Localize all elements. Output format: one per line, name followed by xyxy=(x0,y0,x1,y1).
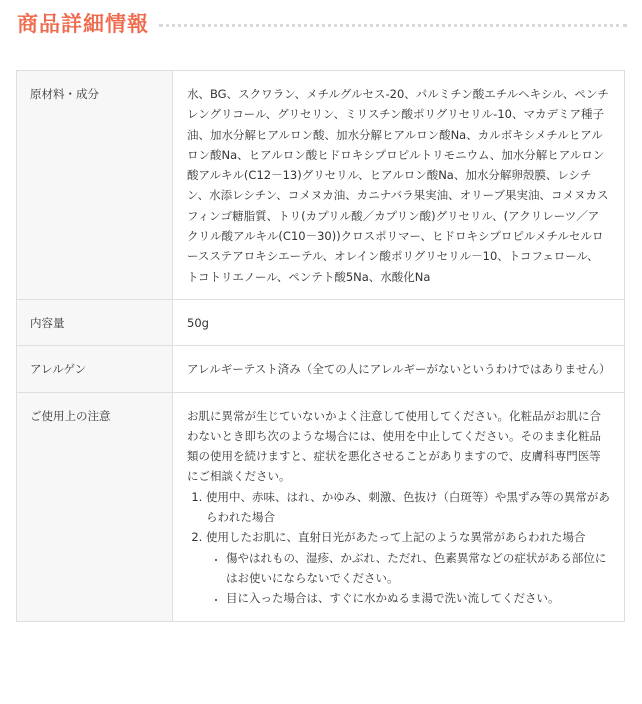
precautions-intro: お肌に異常が生じていないかよく注意して使用してください。化粧品がお肌に合わないとき即ち次のような場合には、使用を中止してください。そのまま化粧品類の使用を続けますと、症状を悪化させることがありますので、皮膚科専門医等にご相談ください。 xyxy=(187,408,601,484)
spec-row-allergen xyxy=(17,346,625,392)
spec-label-precautions: ご使用上の注意 xyxy=(17,392,173,621)
volume-text: 50g xyxy=(187,315,209,330)
allergen-text: アレルギーテスト済み（全ての人にアレルギーがないというわけではありません） xyxy=(187,362,611,377)
spec-row-precautions xyxy=(17,392,625,621)
spec-value-allergen xyxy=(173,346,625,392)
spec-label-ingredients: 原材料・成分 xyxy=(17,71,173,300)
spec-value-ingredients xyxy=(173,71,625,300)
section-header xyxy=(17,8,627,40)
precaution-note: • 傷やはれもの、湿疹、かぶれ、ただれ、色素異常などの症状がある部位にはお使いにならないでください。 xyxy=(226,548,610,589)
precaution-item xyxy=(206,527,610,608)
product-spec-table xyxy=(16,70,625,622)
spec-row-ingredients xyxy=(17,71,625,300)
spec-value-volume xyxy=(173,299,625,345)
precaution-note: • 目に入った場合は、すぐに水かぬるま湯で洗い流してください。 xyxy=(226,588,610,608)
spec-label-volume: 内容量 xyxy=(17,299,173,345)
spec-row-volume xyxy=(17,299,625,345)
spec-value-precautions xyxy=(173,392,625,621)
title-dotted-divider xyxy=(159,24,627,27)
precaution-item-text: 使用したお肌に、直射日光があたって上記のような異常があらわれた場合 xyxy=(206,530,586,545)
precaution-item: 1. 使用中、赤味、はれ、かゆみ、刺激、色抜け（白斑等）や黒ずみ等の異常があらわれた場合 xyxy=(206,487,610,528)
spec-label-allergen: アレルゲン xyxy=(17,346,173,392)
ingredients-text: 水、BG、スクワラン、メチルグルセス-20、パルミチン酸エチルヘキシル、ペンチレングリコール、グリセリン、ミリスチン酸ポリグリセリル-10、マカデミア種子油、加水分解ヒアルロン酸、加水分解ヒアルロン酸Na、カルボキシメチルヒアルロン酸Na、ヒアルロン酸ヒドロキシプロピルトリモニウム、加水分解ヒアルロン酸アルキル(C12－13)グリセリル、ヒアルロン酸Na、加水分解卵殻膜、レシチン、水添レシチン、コメヌカ油、カニナバラ果実油、オリーブ果実油、コメヌカスフィンゴ糖脂質、トリ(カプリル酸／カプリン酸)グリセリル、(アクリレーツ／アクリル酸アルキル(C10－30))クロスポリマー、ヒドロキシプロピルメチルセルロースステアロキシエーテル、オレイン酸ポリグリセリル－10、トコフェロール、トコトリエノール、ペンテト酸5Na、水酸化Na xyxy=(187,87,609,284)
section-title: 商品詳細情報 xyxy=(17,12,149,36)
precaution-notes-list xyxy=(206,548,610,609)
precautions-list xyxy=(187,487,610,609)
